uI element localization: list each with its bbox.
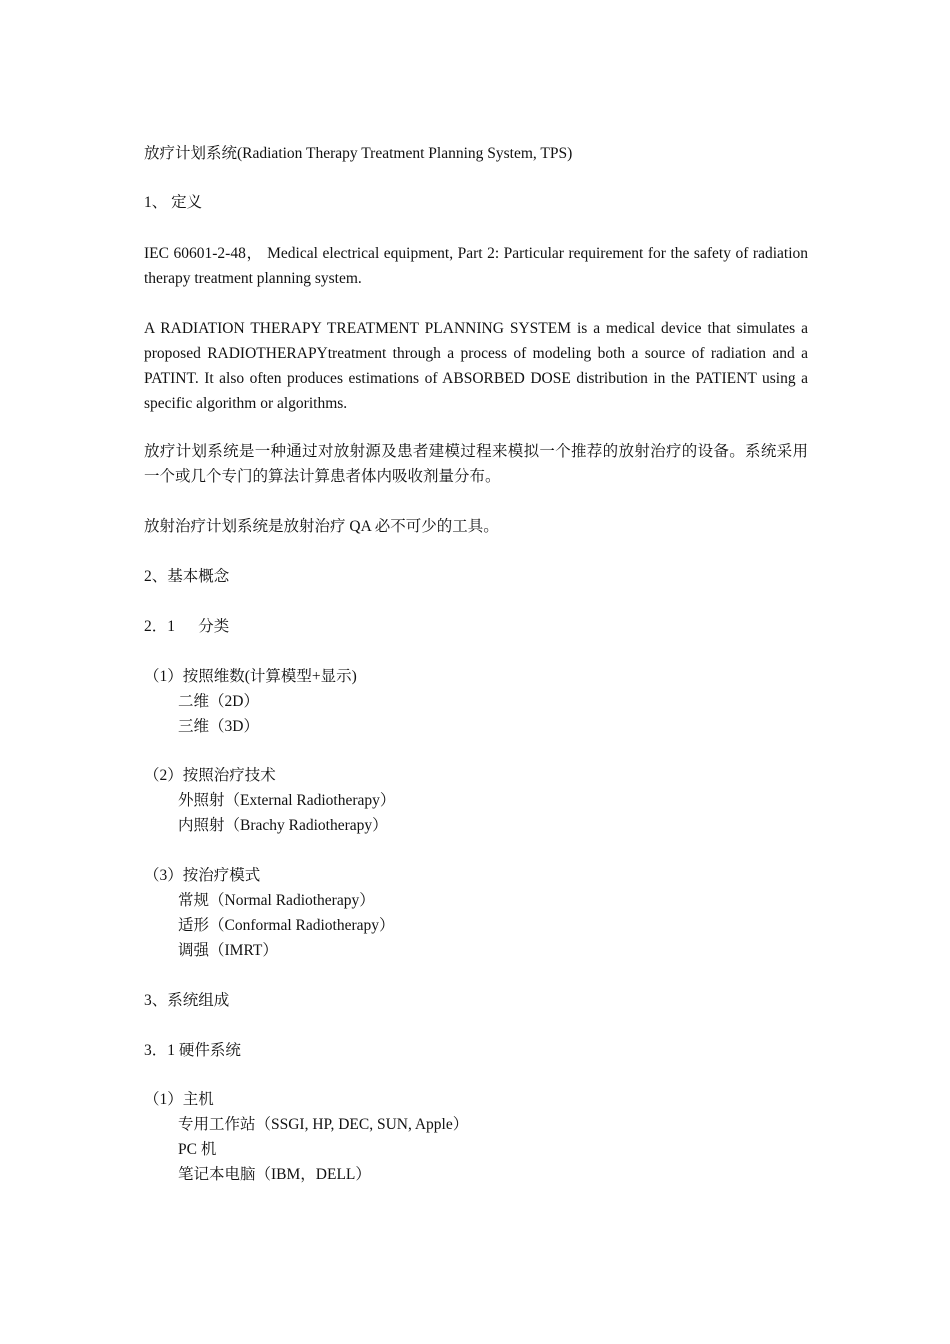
list-item: 外照射（External Radiotherapy） (178, 792, 396, 809)
classification-group-2 (144, 763, 808, 838)
definition-en-paragraph: A RADIATION THERAPY TREATMENT PLANNING SYSTEM is a medical device that simulates a proposed RADIOTHERAPYtreatment through a process of modeling both a source of radiation and a PATINT. It also often produces estimations of ABSORBED DOSE distribution in the PATIENT using a specific algorithm or algorithms. (144, 320, 808, 412)
qa-note-paragraph: 放射治疗计划系统是放射治疗 QA 必不可少的工具。 (144, 518, 499, 535)
list-item: 二维（2D） (178, 693, 259, 710)
group-label: （2）按照治疗技术 (144, 767, 276, 784)
list-item: 笔记本电脑（IBM，DELL） (178, 1166, 371, 1183)
section-2-1-heading: 2．1 分类 (144, 618, 230, 635)
section-3-heading: 3、系统组成 (144, 992, 230, 1009)
section-2-heading: 2、基本概念 (144, 568, 230, 585)
list-item: 常规（Normal Radiotherapy） (178, 892, 375, 909)
list-item: PC 机 (178, 1141, 217, 1158)
group-label: （1）按照维数(计算模型+显示) (144, 668, 357, 685)
classification-group-1 (144, 664, 808, 739)
definition-cn-paragraph: 放疗计划系统是一种通过对放射源及患者建模过程来模拟一个推荐的放射治疗的设备。系统采用一个或几个专门的算法计算患者体内吸收剂量分布。 (144, 443, 808, 485)
group-label: （1）主机 (144, 1091, 214, 1108)
section-1-heading: 1、 定义 (144, 194, 203, 211)
list-item: 内照射（Brachy Radiotherapy） (178, 817, 388, 834)
list-item: 调强（IMRT） (178, 942, 278, 959)
list-item: 专用工作站（SSGI, HP, DEC, SUN, Apple） (178, 1116, 469, 1133)
document-title: 放疗计划系统(Radiation Therapy Treatment Planning System, TPS) (144, 145, 573, 162)
list-item: 适形（Conformal Radiotherapy） (178, 917, 395, 934)
hardware-group-1 (144, 1087, 808, 1187)
iec-reference-paragraph: IEC 60601-2-48， Medical electrical equipment, Part 2: Particular requirement for the safety of radiation therapy treatment planning system. (144, 245, 808, 287)
classification-group-3 (144, 863, 808, 963)
group-label: （3）按治疗模式 (144, 867, 261, 884)
section-3-1-heading: 3．1 硬件系统 (144, 1042, 241, 1059)
list-item: 三维（3D） (178, 718, 259, 735)
